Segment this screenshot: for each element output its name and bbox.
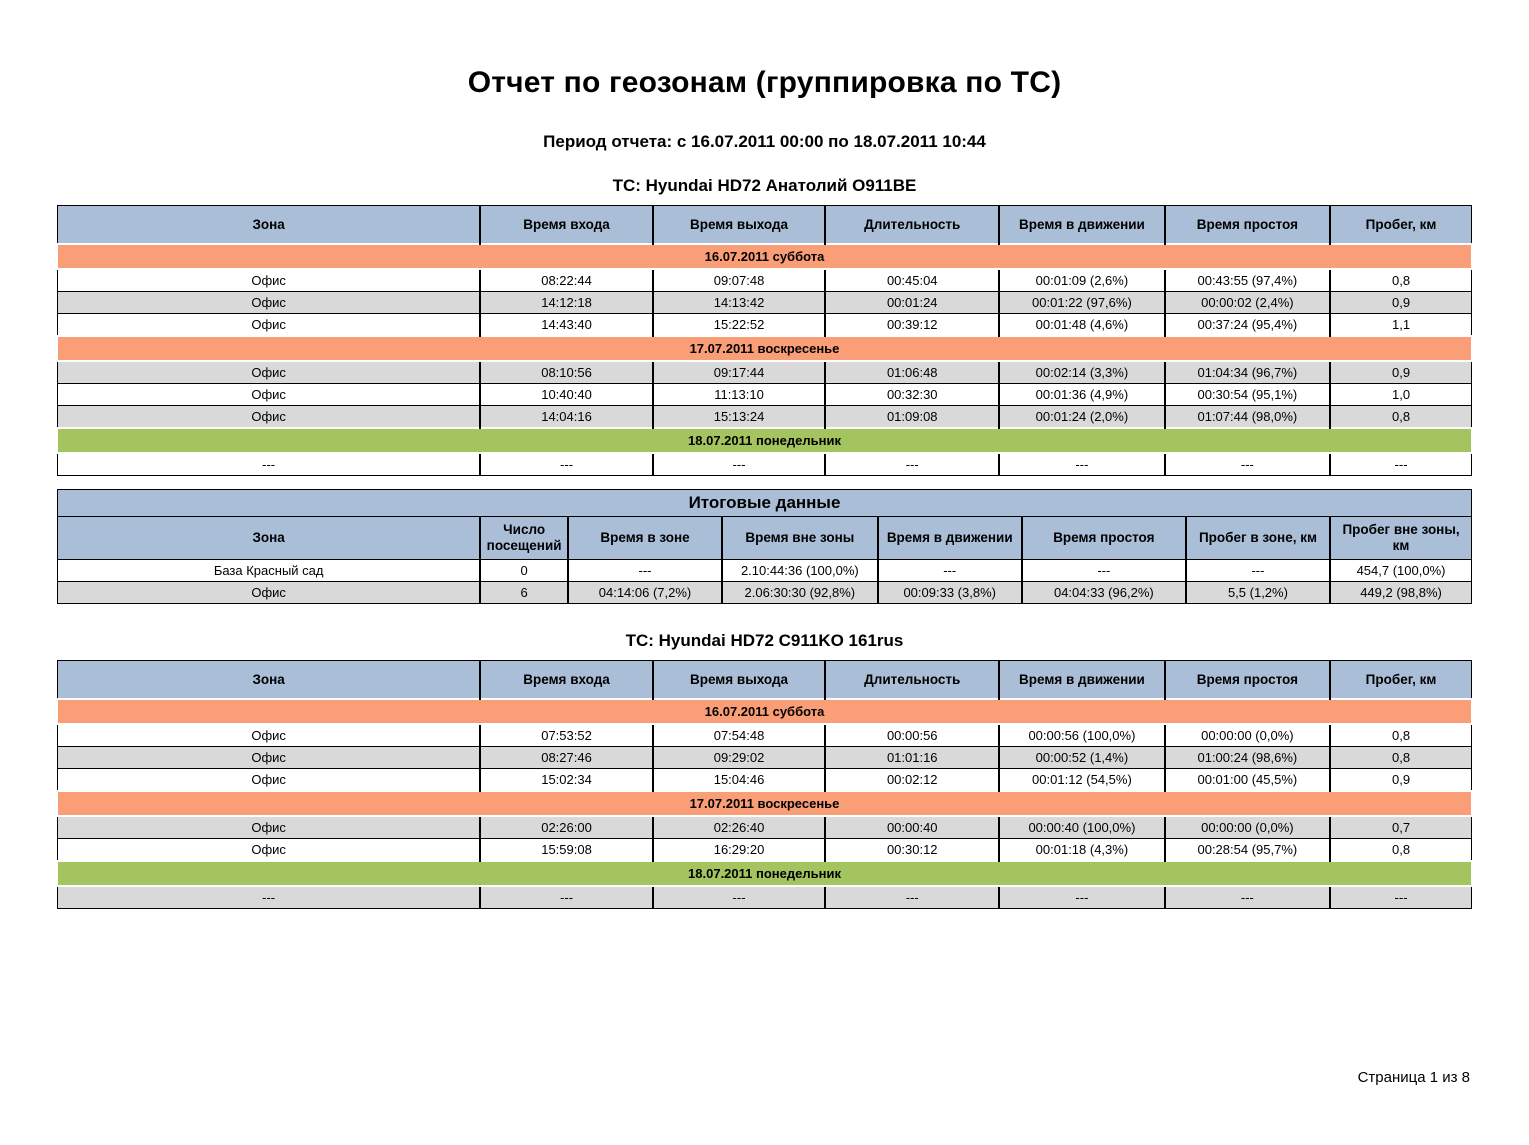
summary-title-row — [58, 490, 1472, 517]
idle-time-cell: 00:01:00 (45,5%) — [1165, 769, 1330, 792]
zone-cell: Офис — [58, 816, 481, 839]
zone-cell: Офис — [58, 582, 481, 604]
column-header: Время входа — [480, 661, 653, 700]
zone-cell: --- — [58, 886, 481, 909]
visits-count-cell: 0 — [480, 560, 568, 582]
mileage-cell: 0,7 — [1330, 816, 1471, 839]
entry-time-cell: 14:12:18 — [480, 292, 653, 314]
column-header: Время вне зоны — [722, 517, 878, 560]
mileage-cell: 0,8 — [1330, 406, 1471, 429]
duration-cell: 00:00:40 — [825, 816, 999, 839]
zone-cell: Офис — [58, 406, 481, 429]
entry-time-cell: 15:02:34 — [480, 769, 653, 792]
mileage-out-zone-cell: 454,7 (100,0%) — [1330, 560, 1471, 582]
column-header: Длительность — [825, 206, 999, 245]
geozone-table-1 — [57, 205, 1472, 476]
time-out-zone-cell: 2.06:30:30 (92,8%) — [722, 582, 878, 604]
idle-time-cell: 00:00:00 (0,0%) — [1165, 724, 1330, 747]
report-page — [0, 66, 1529, 1086]
mileage-cell: 0,9 — [1330, 769, 1471, 792]
column-header: Зона — [58, 517, 481, 560]
zone-cell: База Красный сад — [58, 560, 481, 582]
zone-cell: Офис — [58, 769, 481, 792]
page-number: Страница 1 из 8 — [1357, 1069, 1470, 1086]
idle-time-cell: 01:04:34 (96,7%) — [1165, 361, 1330, 384]
idle-time-cell: 00:00:02 (2,4%) — [1165, 292, 1330, 314]
exit-time-cell: 09:17:44 — [653, 361, 826, 384]
column-header: Пробег, км — [1330, 661, 1471, 700]
table-header-row — [58, 517, 1472, 560]
entry-time-cell: 14:04:16 — [480, 406, 653, 429]
moving-time-cell: 00:01:09 (2,6%) — [999, 269, 1164, 292]
idle-time-cell: 01:07:44 (98,0%) — [1165, 406, 1330, 429]
zone-cell: Офис — [58, 747, 481, 769]
moving-time-cell: 00:00:52 (1,4%) — [999, 747, 1164, 769]
moving-time-cell: 00:01:12 (54,5%) — [999, 769, 1164, 792]
exit-time-cell: 07:54:48 — [653, 724, 826, 747]
page-title: Отчет по геозонам (группировка по ТС) — [467, 66, 1062, 99]
time-in-zone-cell: --- — [568, 560, 722, 582]
date-section-row — [58, 791, 1472, 816]
column-header: Время входа — [480, 206, 653, 245]
mileage-in-zone-cell: --- — [1186, 560, 1330, 582]
date-section-row — [58, 699, 1472, 724]
table-row — [58, 269, 1472, 292]
duration-cell: 00:01:24 — [825, 292, 999, 314]
column-header: Пробег в зоне, км — [1186, 517, 1330, 560]
vehicle-block-1 — [57, 176, 1472, 476]
exit-time-cell: 15:13:24 — [653, 406, 826, 429]
date-section-row — [58, 336, 1472, 361]
zone-cell: Офис — [58, 292, 481, 314]
mileage-cell: --- — [1330, 886, 1471, 909]
duration-cell: 00:45:04 — [825, 269, 999, 292]
idle-time-cell: 00:43:55 (97,4%) — [1165, 269, 1330, 292]
mileage-cell: --- — [1330, 453, 1471, 476]
visits-count-cell: 6 — [480, 582, 568, 604]
duration-cell: --- — [825, 453, 999, 476]
table-row — [58, 314, 1472, 337]
exit-time-cell: 16:29:20 — [653, 839, 826, 862]
table-row — [58, 724, 1472, 747]
summary-row — [58, 582, 1472, 604]
moving-time-cell: --- — [999, 886, 1164, 909]
date-section-label: 16.07.2011 суббота — [58, 244, 1472, 269]
moving-time-cell: --- — [878, 560, 1022, 582]
vehicle-block-2 — [57, 631, 1472, 909]
moving-time-cell: 00:00:56 (100,0%) — [999, 724, 1164, 747]
table-row — [58, 816, 1472, 839]
mileage-cell: 0,8 — [1330, 724, 1471, 747]
mileage-cell: 0,9 — [1330, 361, 1471, 384]
entry-time-cell: 02:26:00 — [480, 816, 653, 839]
moving-time-cell: --- — [999, 453, 1164, 476]
column-header: Пробег вне зоны, км — [1330, 517, 1471, 560]
zone-cell: Офис — [58, 724, 481, 747]
idle-time-cell: 01:00:24 (98,6%) — [1165, 747, 1330, 769]
summary-title: Итоговые данные — [58, 490, 1472, 517]
mileage-out-zone-cell: 449,2 (98,8%) — [1330, 582, 1471, 604]
entry-time-cell: 08:10:56 — [480, 361, 653, 384]
date-section-row — [58, 244, 1472, 269]
duration-cell: 01:06:48 — [825, 361, 999, 384]
entry-time-cell: 14:43:40 — [480, 314, 653, 337]
table-row — [58, 839, 1472, 862]
mileage-cell: 0,8 — [1330, 747, 1471, 769]
table-row — [58, 886, 1472, 909]
table-row — [58, 406, 1472, 429]
geozone-table-2 — [57, 660, 1472, 909]
moving-time-cell: 00:01:36 (4,9%) — [999, 384, 1164, 406]
entry-time-cell: 08:27:46 — [480, 747, 653, 769]
column-header: Зона — [58, 206, 481, 245]
mileage-in-zone-cell: 5,5 (1,2%) — [1186, 582, 1330, 604]
column-header: Время простоя — [1022, 517, 1186, 560]
idle-time-cell: --- — [1022, 560, 1186, 582]
column-header: Зона — [58, 661, 481, 700]
duration-cell: --- — [825, 886, 999, 909]
duration-cell: 00:30:12 — [825, 839, 999, 862]
table-row — [58, 292, 1472, 314]
idle-time-cell: --- — [1165, 453, 1330, 476]
date-section-label: 18.07.2011 понедельник — [58, 428, 1472, 453]
mileage-cell: 0,8 — [1330, 839, 1471, 862]
date-section-label: 17.07.2011 воскресенье — [58, 336, 1472, 361]
summary-block — [57, 489, 1472, 604]
idle-time-cell: 04:04:33 (96,2%) — [1022, 582, 1186, 604]
entry-time-cell: --- — [480, 886, 653, 909]
date-section-label: 17.07.2011 воскресенье — [58, 791, 1472, 816]
column-header: Время выхода — [653, 206, 826, 245]
entry-time-cell: 10:40:40 — [480, 384, 653, 406]
duration-cell: 00:00:56 — [825, 724, 999, 747]
table-header-row — [58, 661, 1472, 700]
table-row — [58, 361, 1472, 384]
entry-time-cell: 15:59:08 — [480, 839, 653, 862]
mileage-cell: 0,8 — [1330, 269, 1471, 292]
moving-time-cell: 00:01:48 (4,6%) — [999, 314, 1164, 337]
exit-time-cell: 11:13:10 — [653, 384, 826, 406]
summary-row — [58, 560, 1472, 582]
idle-time-cell: 00:37:24 (95,4%) — [1165, 314, 1330, 337]
column-header: Длительность — [825, 661, 999, 700]
column-header: Время простоя — [1165, 206, 1330, 245]
mileage-cell: 0,9 — [1330, 292, 1471, 314]
entry-time-cell: 07:53:52 — [480, 724, 653, 747]
table-row — [58, 747, 1472, 769]
zone-cell: Офис — [58, 384, 481, 406]
summary-table — [57, 489, 1472, 604]
exit-time-cell: 15:04:46 — [653, 769, 826, 792]
date-section-label: 18.07.2011 понедельник — [58, 861, 1472, 886]
zone-cell: Офис — [58, 361, 481, 384]
zone-cell: Офис — [58, 314, 481, 337]
moving-time-cell: 00:01:18 (4,3%) — [999, 839, 1164, 862]
zone-cell: Офис — [58, 839, 481, 862]
exit-time-cell: --- — [653, 453, 826, 476]
date-section-label: 16.07.2011 суббота — [58, 699, 1472, 724]
duration-cell: 01:09:08 — [825, 406, 999, 429]
duration-cell: 01:01:16 — [825, 747, 999, 769]
entry-time-cell: --- — [480, 453, 653, 476]
column-header: Пробег, км — [1330, 206, 1471, 245]
report-period: Период отчета: с 16.07.2011 00:00 по 18.07.2011 10:44 — [543, 132, 986, 151]
table-row — [58, 453, 1472, 476]
time-out-zone-cell: 2.10:44:36 (100,0%) — [722, 560, 878, 582]
date-section-row — [58, 428, 1472, 453]
table-row — [58, 384, 1472, 406]
idle-time-cell: 00:30:54 (95,1%) — [1165, 384, 1330, 406]
vehicle-title-2: ТС: Hyundai HD72 C911KO 161rus — [625, 631, 904, 650]
duration-cell: 00:02:12 — [825, 769, 999, 792]
exit-time-cell: 09:07:48 — [653, 269, 826, 292]
column-header: Время в движении — [999, 661, 1164, 700]
entry-time-cell: 08:22:44 — [480, 269, 653, 292]
column-header: Число посещений — [480, 517, 568, 560]
idle-time-cell: 00:28:54 (95,7%) — [1165, 839, 1330, 862]
mileage-cell: 1,1 — [1330, 314, 1471, 337]
duration-cell: 00:39:12 — [825, 314, 999, 337]
table-header-row — [58, 206, 1472, 245]
mileage-cell: 1,0 — [1330, 384, 1471, 406]
moving-time-cell: 00:09:33 (3,8%) — [878, 582, 1022, 604]
moving-time-cell: 00:01:24 (2,0%) — [999, 406, 1164, 429]
vehicle-title-1: ТС: Hyundai HD72 Анатолий О911ВЕ — [612, 176, 917, 195]
moving-time-cell: 00:00:40 (100,0%) — [999, 816, 1164, 839]
exit-time-cell: 14:13:42 — [653, 292, 826, 314]
moving-time-cell: 00:01:22 (97,6%) — [999, 292, 1164, 314]
column-header: Время в движении — [878, 517, 1022, 560]
date-section-row — [58, 861, 1472, 886]
zone-cell: --- — [58, 453, 481, 476]
column-header: Время в зоне — [568, 517, 722, 560]
moving-time-cell: 00:02:14 (3,3%) — [999, 361, 1164, 384]
column-header: Время выхода — [653, 661, 826, 700]
idle-time-cell: 00:00:00 (0,0%) — [1165, 816, 1330, 839]
zone-cell: Офис — [58, 269, 481, 292]
exit-time-cell: --- — [653, 886, 826, 909]
table-row — [58, 769, 1472, 792]
duration-cell: 00:32:30 — [825, 384, 999, 406]
column-header: Время в движении — [999, 206, 1164, 245]
exit-time-cell: 15:22:52 — [653, 314, 826, 337]
idle-time-cell: --- — [1165, 886, 1330, 909]
exit-time-cell: 09:29:02 — [653, 747, 826, 769]
time-in-zone-cell: 04:14:06 (7,2%) — [568, 582, 722, 604]
column-header: Время простоя — [1165, 661, 1330, 700]
exit-time-cell: 02:26:40 — [653, 816, 826, 839]
